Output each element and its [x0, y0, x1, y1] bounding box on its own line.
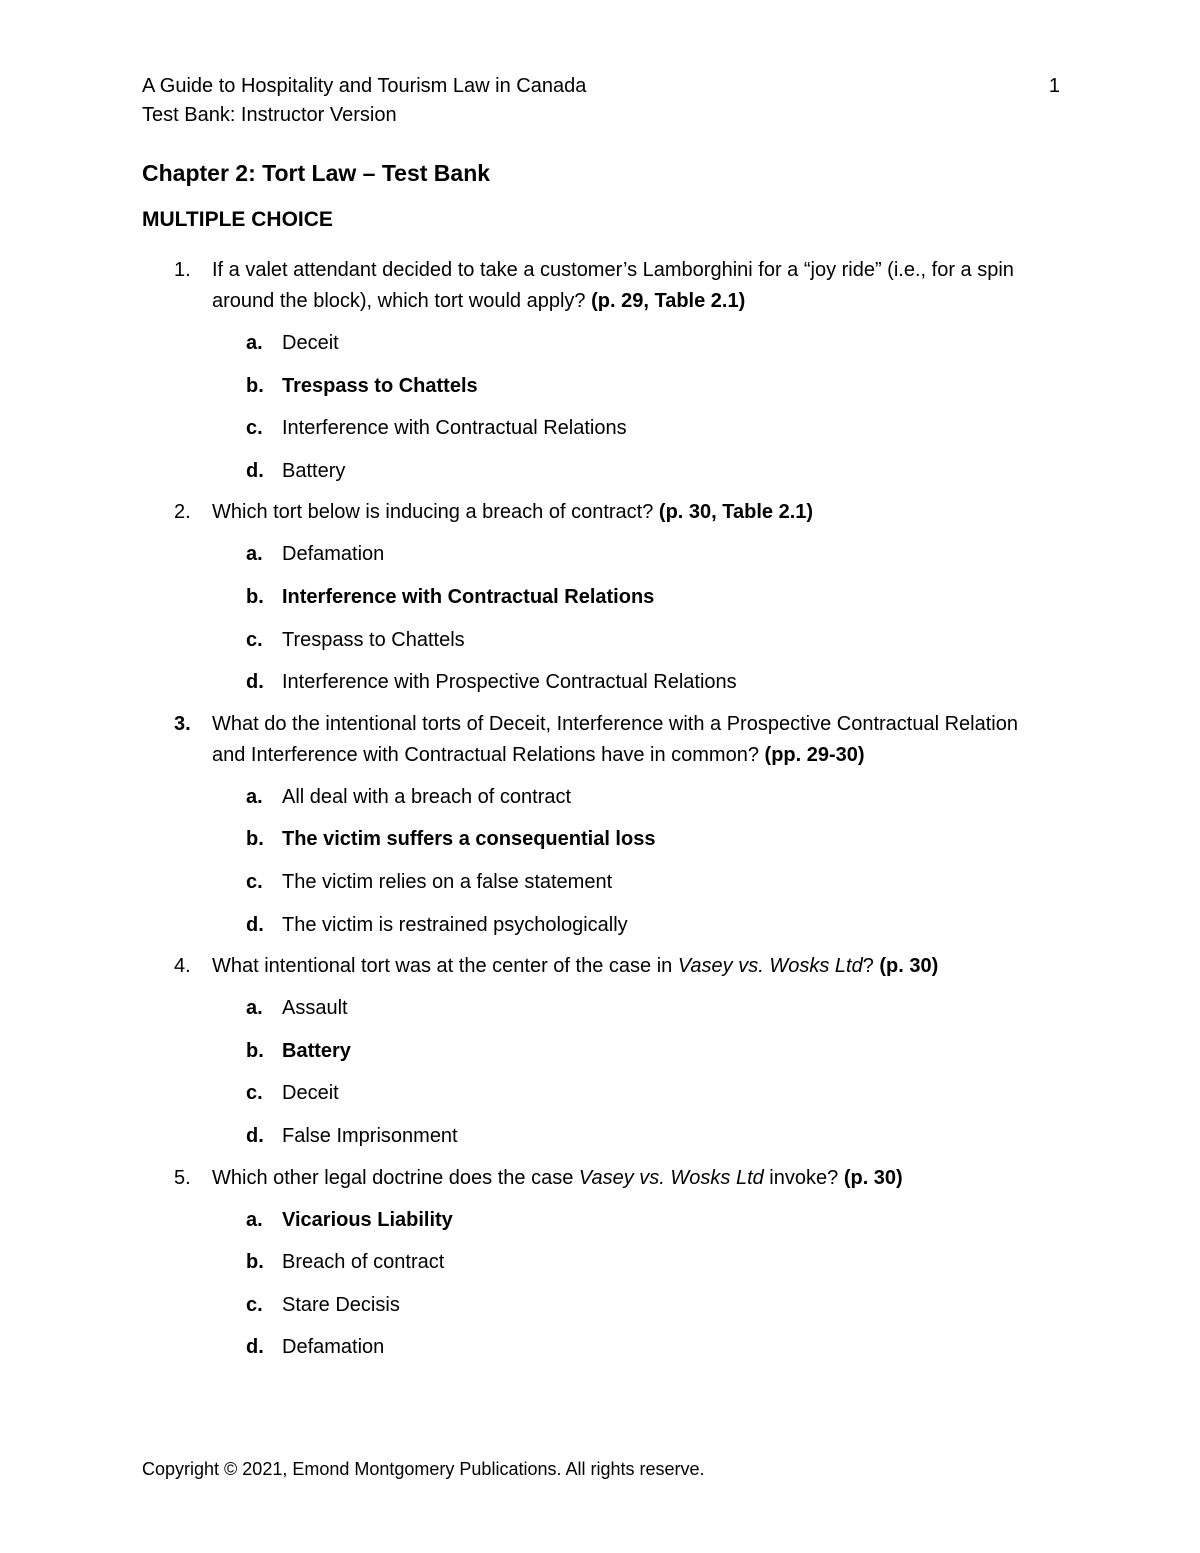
option-letter: d. — [246, 1124, 264, 1147]
question-item — [0, 709, 1200, 946]
answer-option — [0, 661, 1200, 704]
option-letter: b. — [246, 1039, 264, 1062]
answer-option-correct — [0, 576, 1200, 619]
question-stem — [0, 951, 1040, 982]
option-text: Interference with Contractual Relations — [282, 585, 655, 608]
option-text: Defamation — [282, 1336, 385, 1359]
question-list — [0, 252, 1200, 1374]
question-stem — [0, 255, 1040, 317]
question-stem — [0, 709, 1040, 771]
answer-option — [0, 533, 1200, 576]
answer-options — [0, 533, 1200, 703]
option-text: All deal with a breach of contract — [282, 785, 572, 808]
answer-option — [0, 1326, 1200, 1369]
option-letter: c. — [246, 870, 263, 893]
question-item — [0, 951, 1200, 1157]
answer-option — [0, 1072, 1200, 1115]
option-text: Vicarious Liability — [282, 1208, 453, 1231]
answer-option — [0, 322, 1200, 365]
question-number: 4. — [174, 955, 191, 978]
option-letter: a. — [246, 997, 263, 1020]
option-text: Trespass to Chattels — [282, 374, 478, 397]
option-letter: d. — [246, 913, 264, 936]
header-book-title: A Guide to Hospitality and Tourism Law in Canada — [142, 75, 587, 97]
answer-option — [0, 1115, 1200, 1158]
page-reference: (p. 30) — [879, 955, 939, 978]
option-text: False Imprisonment — [282, 1124, 458, 1147]
option-text: The victim relies on a false statement — [282, 870, 613, 893]
question-stem — [0, 497, 1040, 528]
option-letter: d. — [246, 671, 264, 694]
answer-option — [0, 1241, 1200, 1284]
question-item — [0, 255, 1200, 492]
answer-options — [0, 776, 1200, 946]
page-reference: (p. 30, Table 2.1) — [658, 501, 814, 524]
page-number: 1 — [1048, 75, 1060, 97]
answer-option-correct — [0, 365, 1200, 408]
answer-option-correct — [0, 1199, 1200, 1242]
option-text: Deceit — [282, 1082, 339, 1105]
question-stem-text: Which tort below is inducing a breach of contract? — [212, 501, 654, 524]
option-text: Stare Decisis — [282, 1293, 400, 1316]
answer-options — [0, 1199, 1200, 1369]
answer-option — [0, 987, 1200, 1030]
answer-option — [0, 407, 1200, 450]
answer-option — [0, 904, 1200, 947]
page-header — [142, 72, 1060, 130]
question-number: 1. — [174, 259, 191, 281]
question-stem-before: Which other legal doctrine does the case — [212, 1166, 579, 1189]
option-text: Interference with Prospective Contractual Relations — [282, 671, 737, 694]
question-item — [0, 497, 1200, 703]
option-letter: b. — [246, 374, 264, 397]
option-text: The victim is restrained psychologically — [282, 913, 628, 936]
option-letter: c. — [246, 1082, 263, 1105]
option-letter: b. — [246, 828, 264, 851]
option-letter: c. — [246, 1293, 263, 1316]
option-text: Trespass to Chattels — [282, 628, 465, 651]
option-letter: a. — [246, 332, 263, 354]
page-reference: (p. 29, Table 2.1) — [591, 290, 746, 312]
option-text: Battery — [282, 1039, 351, 1062]
option-text: Defamation — [282, 543, 385, 566]
answer-option-correct — [0, 1030, 1200, 1073]
question-stem-before: What intentional tort was at the center of the case in — [212, 955, 678, 978]
answer-option — [0, 619, 1200, 662]
answer-option — [0, 776, 1200, 819]
chapter-title: Chapter 2: Tort Law – Test Bank — [142, 160, 491, 186]
option-letter: c. — [246, 628, 263, 651]
question-stem — [0, 1163, 1040, 1194]
question-text — [212, 955, 938, 977]
option-text: Battery — [282, 459, 346, 482]
question-number: 2. — [174, 501, 191, 524]
case-name: Vasey vs. Wosks Ltd — [578, 1166, 764, 1189]
option-text: Assault — [282, 997, 348, 1020]
option-text: Breach of contract — [282, 1251, 445, 1274]
question-stem-after: invoke? — [763, 1166, 839, 1189]
question-number: 3. — [174, 712, 191, 735]
case-name: Vasey vs. Wosks Ltd — [677, 955, 863, 978]
question-item — [0, 1163, 1200, 1369]
question-stem-after: ? — [862, 955, 874, 978]
answer-option — [0, 861, 1200, 904]
question-text — [212, 713, 1018, 766]
answer-option — [0, 450, 1200, 493]
question-text — [212, 501, 813, 523]
question-stem-text: If a valet attendant decided to take a customer’s Lamborghini for a “joy ride” (i.e., for a spin around the block), which tort would apply? — [212, 259, 1014, 312]
question-text — [212, 259, 1014, 312]
question-text — [212, 1167, 903, 1189]
answer-option-correct — [0, 818, 1200, 861]
page-reference: (p. 30) — [843, 1166, 903, 1189]
page-reference: (pp. 29-30) — [764, 743, 865, 766]
option-letter: a. — [246, 785, 263, 808]
option-letter: a. — [246, 543, 263, 566]
option-text: The victim suffers a consequential loss — [282, 828, 656, 851]
answer-options — [0, 322, 1200, 492]
option-letter: b. — [246, 585, 264, 608]
option-letter: c. — [246, 417, 263, 440]
question-number: 5. — [174, 1166, 191, 1189]
header-subtitle: Test Bank: Instructor Version — [142, 104, 397, 126]
answer-options — [0, 987, 1200, 1157]
option-text: Interference with Contractual Relations — [282, 417, 627, 440]
option-letter: a. — [246, 1208, 263, 1231]
option-letter: b. — [246, 1251, 264, 1274]
copyright-footer: Copyright © 2021, Emond Montgomery Publications. All rights reserve. — [142, 1459, 705, 1479]
option-letter: d. — [246, 1336, 264, 1359]
option-text: Deceit — [282, 332, 339, 354]
answer-option — [0, 1284, 1200, 1327]
option-letter: d. — [246, 459, 264, 482]
section-title: MULTIPLE CHOICE — [142, 208, 333, 231]
question-stem-text: What do the intentional torts of Deceit, Interference with a Prospective Contractual Relation and Interference with Contractual Relations have in common? — [212, 712, 1018, 766]
